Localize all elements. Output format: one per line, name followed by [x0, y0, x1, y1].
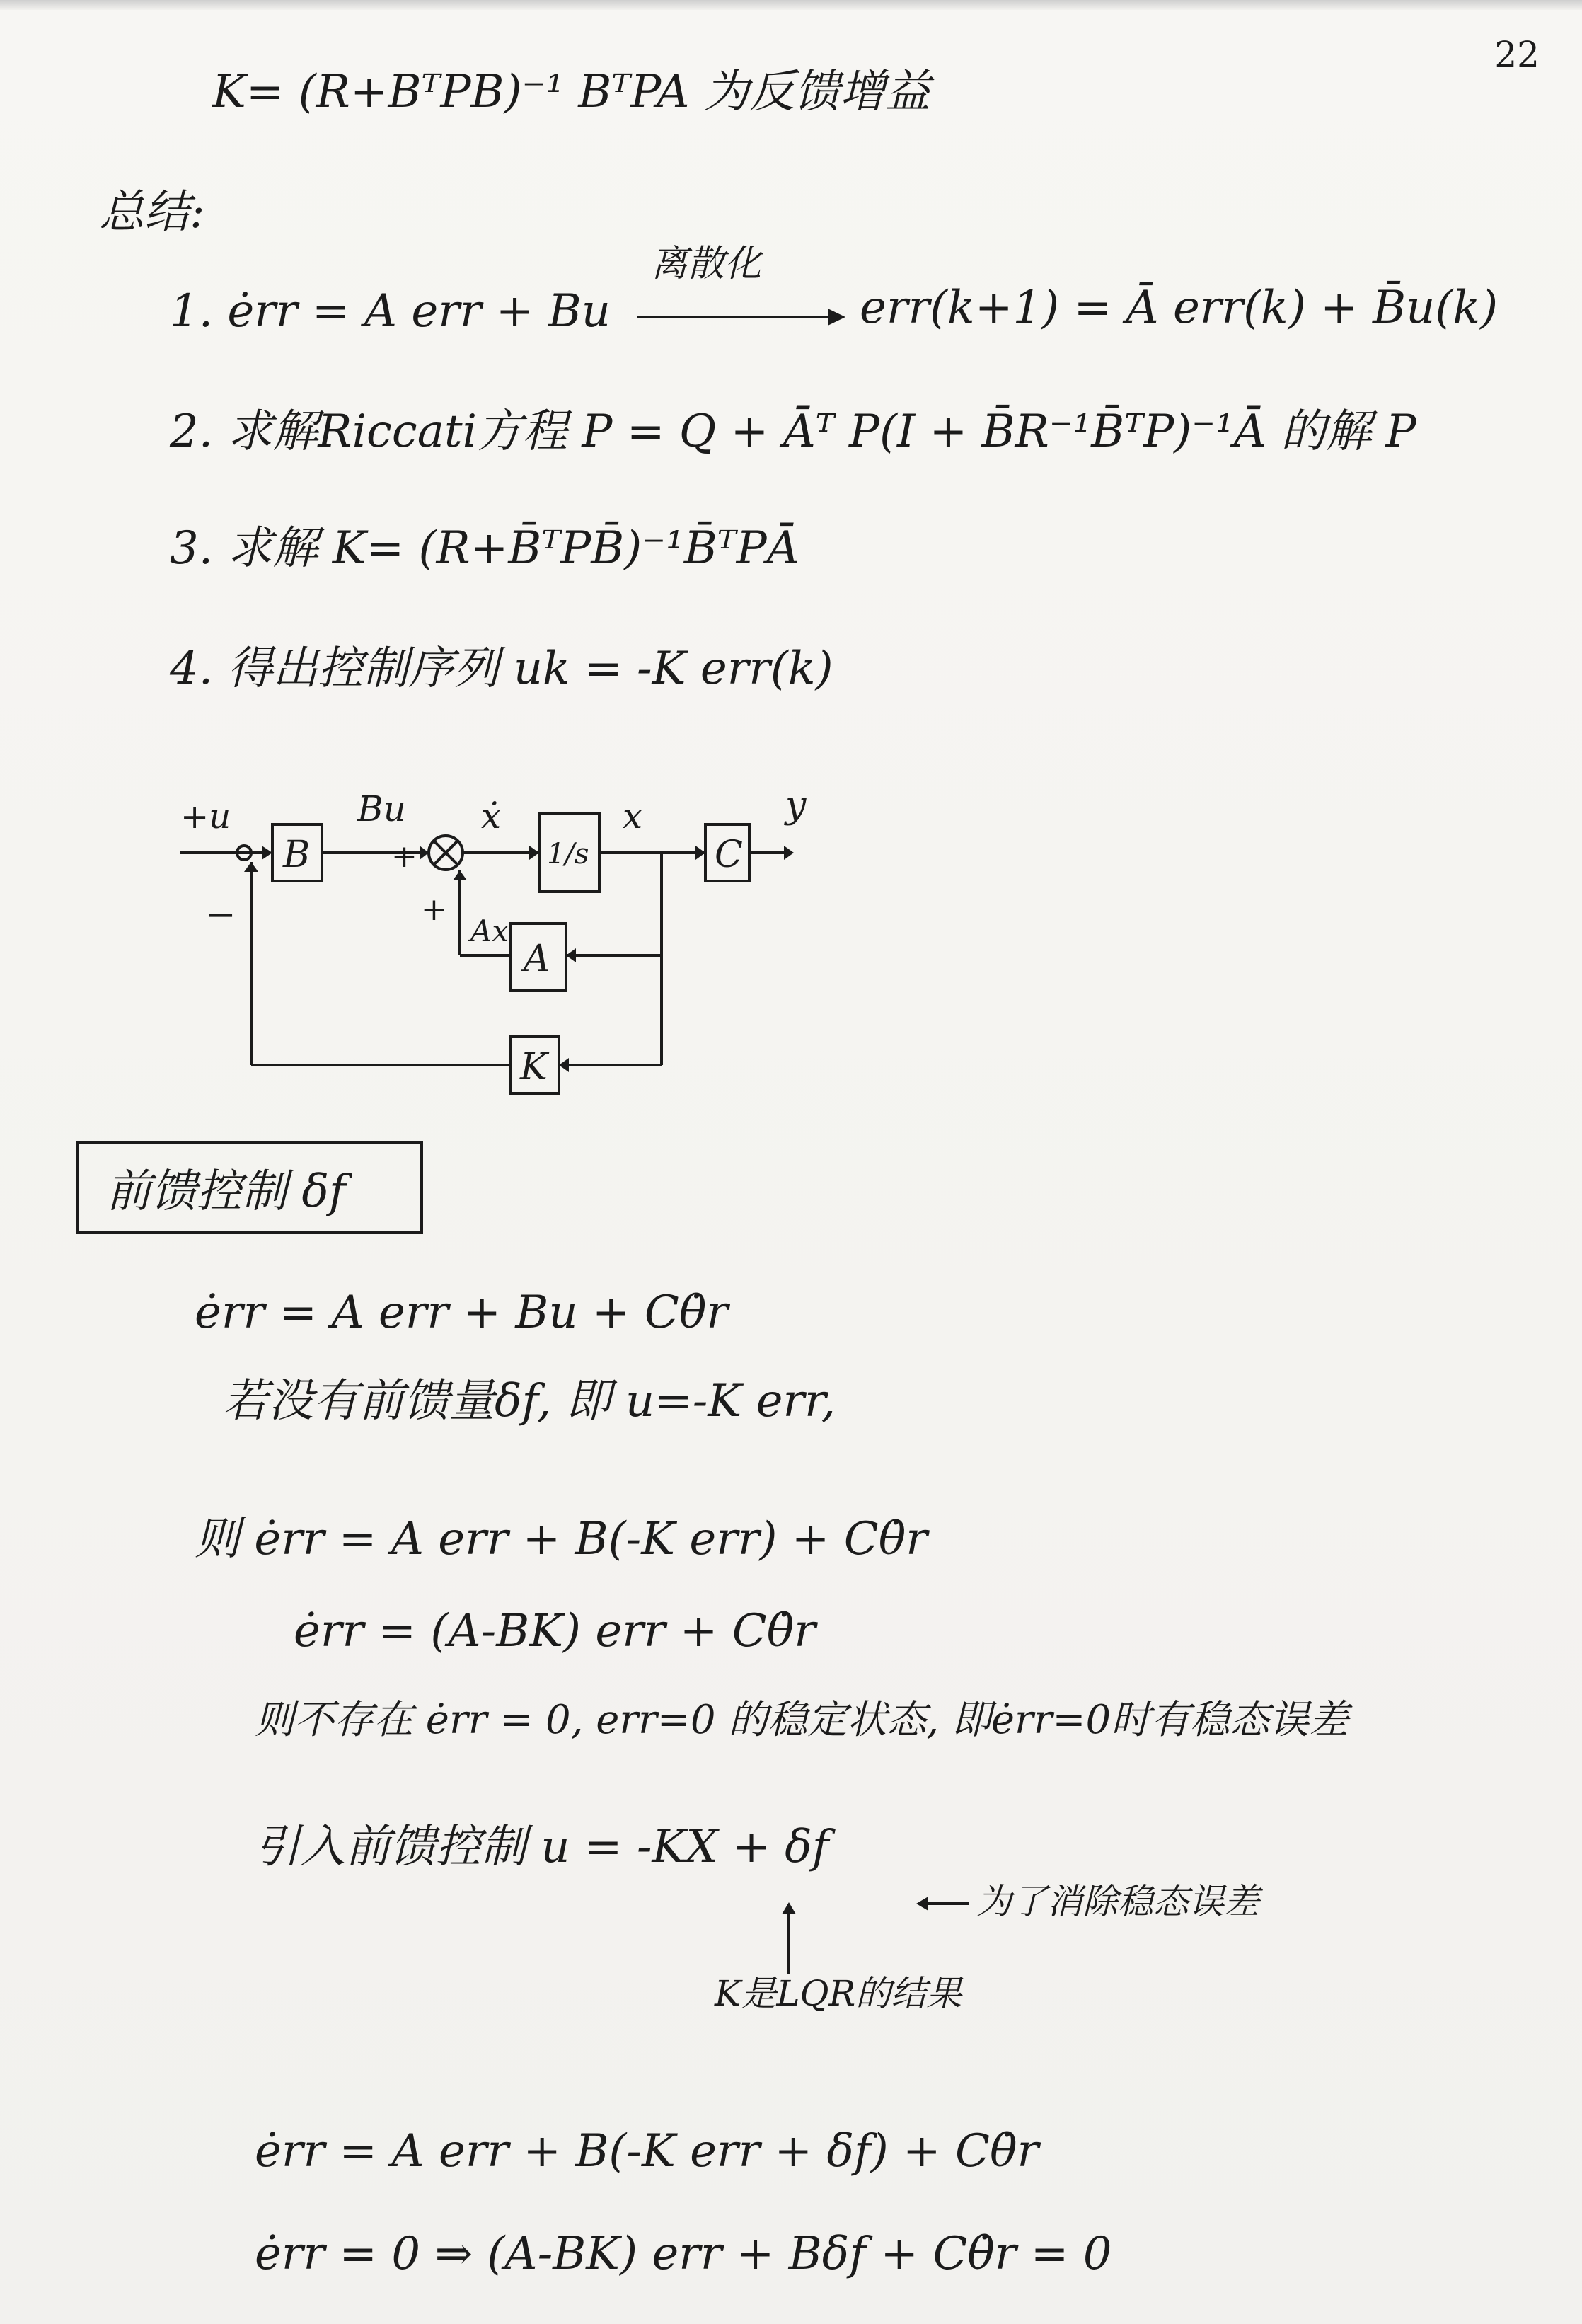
plus-top-label: + [391, 839, 417, 875]
integrator-label: 1/s [547, 838, 589, 870]
x-label: x [623, 795, 643, 836]
ff-note1: 若没有前馈量δf, 即 u=-K err, [223, 1375, 836, 1427]
step4: 4. 得出控制序列 uk = -K err(k) [170, 643, 833, 695]
k-block-label: K [520, 1046, 548, 1088]
step1-right: err(k+1) = Ā err(k) + B̄u(k) [860, 282, 1499, 334]
xdot-label: ẋ [481, 795, 502, 836]
header-formula: K= (R+BᵀPB)⁻¹ BᵀPA 为反馈增益 [212, 66, 930, 118]
ff-annot-right: 为了消除稳态误差 [976, 1881, 1259, 1922]
step3: 3. 求解 K= (R+B̄ᵀPB̄)⁻¹B̄ᵀPĀ [170, 522, 799, 575]
ff-annot-below: K是LQR的结果 [715, 1973, 962, 2014]
ff-eq2: 则 ėrr = A err + B(-K err) + Cθ̇r [195, 1513, 928, 1565]
ff-note2: 则不存在 ėrr = 0, err=0 的稳定状态, 即ėrr=0时有稳态误差 [255, 1697, 1349, 1743]
y-label: y [785, 784, 807, 827]
step2: 2. 求解Riccati方程 P = Q + Āᵀ P(I + B̄R⁻¹B̄ᵀP)⁻¹Ā 的解 P [170, 405, 1416, 458]
a-block-label: A [524, 938, 550, 980]
plus-left-label: + [421, 892, 447, 928]
step1-arrow-label: 离散化 [651, 243, 762, 285]
minus-label: − [205, 894, 236, 936]
ax-label: Ax [470, 914, 509, 948]
step1-left: 1. ėrr = A err + Bu [170, 285, 611, 338]
ff-eq3: ėrr = (A-BK) err + Cθ̇r [294, 1605, 816, 1657]
ff-eq4: 引入前馈控制 u = -KX + δf [255, 1821, 829, 1873]
b-block-label: B [283, 834, 311, 876]
ff-eq5: ėrr = A err + B(-K err + δf) + Cθ̇r [255, 2125, 1039, 2178]
feedforward-title: 前馈控制 δf [76, 1141, 423, 1234]
page-number: 22 [1494, 34, 1540, 75]
plus-u-label: +u [180, 797, 231, 836]
summary-title: 总结: [99, 186, 205, 238]
bu-label: Bu [357, 788, 406, 829]
ff-eq1: ėrr = A err + Bu + Cθ̇r [195, 1287, 728, 1339]
ff-eq6: ėrr = 0 ⇒ (A-BK) err + Bδf + Cθ̇r = 0 [255, 2228, 1112, 2280]
c-block-label: C [715, 834, 743, 876]
